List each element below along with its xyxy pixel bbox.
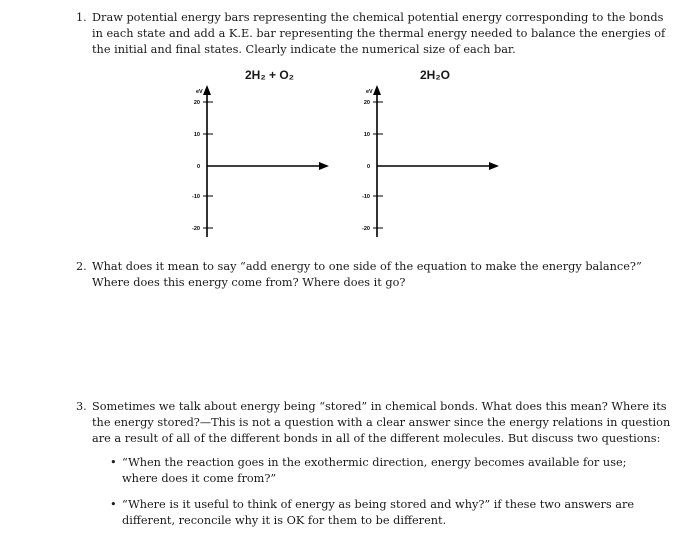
tick [194,132,213,138]
question-2-text [92,259,642,291]
energy-axes-reactants [180,82,340,242]
question-3-line: are a result of all of the different bonds in all of the different molecules. But discuss two questions: [92,432,661,445]
bullet-dot-icon: • [110,498,117,511]
tick [197,164,200,170]
tick [194,100,213,106]
question-3-number: 3. [76,400,87,413]
tick [362,194,383,200]
tick-label: -10 [192,194,200,200]
question-2-line: What does it mean to say “add energy to one side of the equation to make the energy balance?” [92,260,642,273]
tick-label: -10 [362,194,370,200]
bullet-line: does it come from?” [161,472,277,485]
unit-label: eV [196,89,203,95]
tick-label: -20 [362,226,370,232]
tick-label: 20 [363,100,370,106]
bullet-line: “Where is it useful to think of energy as being stored and why?” if these two answers are [122,498,635,511]
tick-label: 10 [193,132,200,138]
question-1-line: Draw potential energy bars representing the chemical potential energy corresponding to the bonds [92,11,664,24]
question-3-line: the energy stored?—This is not a question with a clear answer since the energy relations in question [92,416,671,429]
tick [364,132,383,138]
question-3-line: Sometimes we talk about energy being “stored” in chemical bonds. What does this mean? Where its [92,400,667,413]
x-axis-arrowhead [319,162,329,170]
question-1-line: in each state and add a K.E. bar representing the thermal energy needed to balance the energies of [92,27,666,40]
tick [364,100,383,106]
tick-label: 10 [363,132,370,138]
bullet-line: different, reconcile why it is OK for them to be different. [122,514,447,527]
tick-label: 0 [196,164,200,170]
chart-title-reactants: 2H₂ + O₂ [245,68,295,82]
question-1-line: the initial and final states. Clearly indicate the numerical size of each bar. [92,43,516,56]
bullet-dot-icon: • [110,456,117,469]
question-1-number: 1. [76,11,87,24]
bullet-item [110,497,640,529]
unit-label: eV [366,89,373,95]
tick-label: -20 [192,226,200,232]
question-3-text [92,399,670,447]
tick [362,226,383,232]
chart-title-products: 2H₂O [420,68,451,82]
tick [192,226,213,232]
question-2-line: Where does this energy come from? Where does it go? [92,276,406,289]
x-axis-arrowhead [489,162,499,170]
bullet-item [110,455,640,487]
question-1-text [92,10,666,58]
tick [367,164,370,170]
tick-label: 20 [193,100,200,106]
question-2-number: 2. [76,260,87,273]
tick-label: 0 [366,164,370,170]
tick [192,194,213,200]
bullet-line: “When the reaction goes in the exothermic direction, energy becomes available for use; where [122,456,627,485]
question-3-bullets [110,455,640,539]
energy-axes-products [350,82,510,242]
